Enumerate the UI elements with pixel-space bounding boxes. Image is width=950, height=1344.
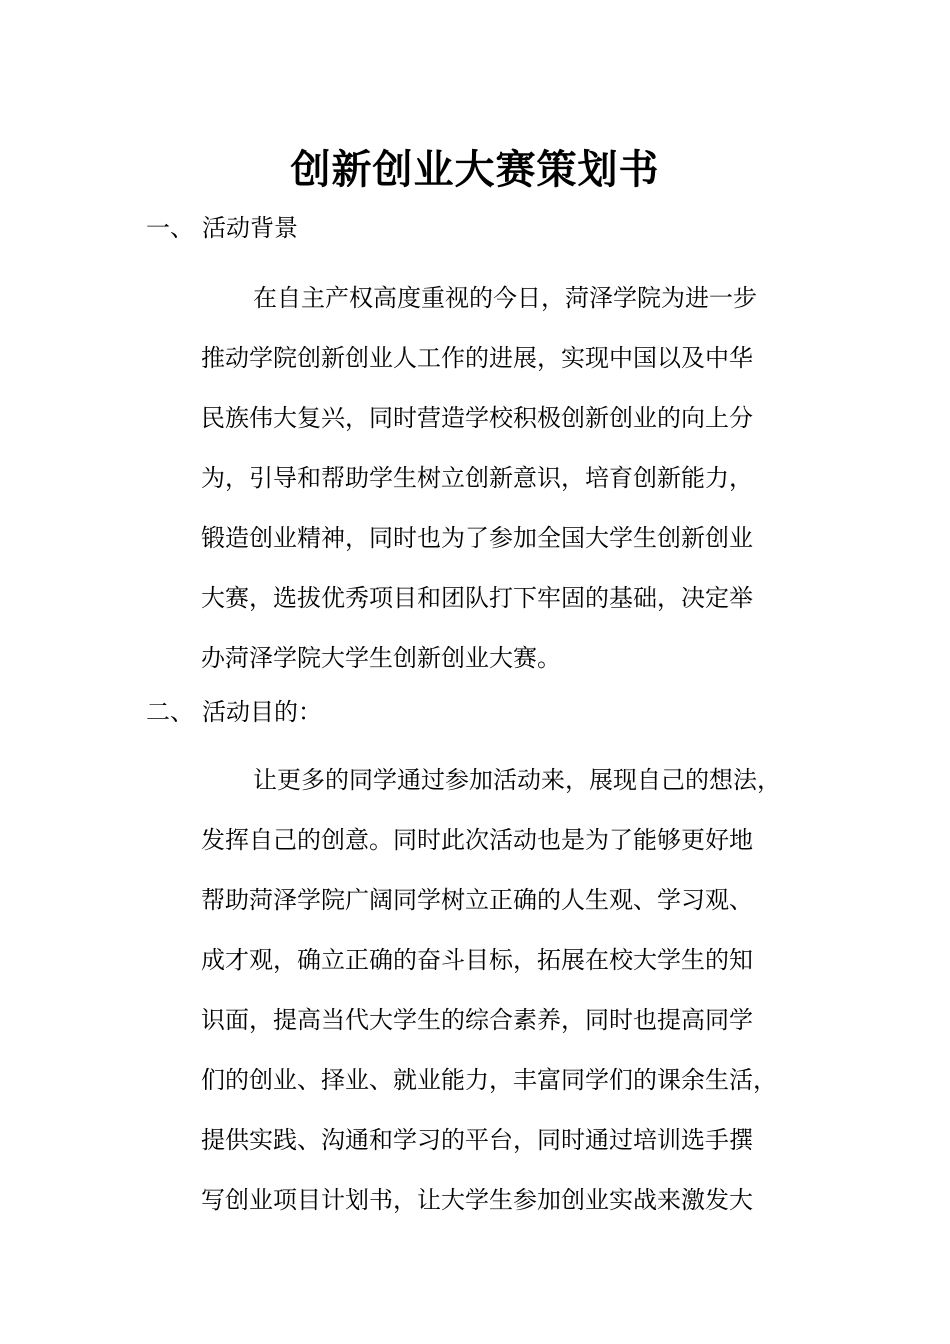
paragraph-line: 写创业项目计划书，让大学生参加创业实战来激发大 xyxy=(201,1186,753,1214)
paragraph-line: 办菏泽学院大学生创新创业大赛。 xyxy=(201,644,561,672)
paragraph-line: 民族伟大复兴，同时营造学校积极创新创业的向上分 xyxy=(201,404,753,432)
paragraph-line: 为，引导和帮助学生树立创新意识，培育创新能力， xyxy=(201,464,753,492)
paragraph-line: 成才观，确立正确的奋斗目标，拓展在校大学生的知 xyxy=(201,946,753,974)
document-title: 创新创业大赛策划书 xyxy=(290,146,660,193)
paragraph-line: 锻造创业精神，同时也为了参加全国大学生创新创业 xyxy=(201,524,753,552)
paragraph-line: 大赛，选拔优秀项目和团队打下牢固的基础，决定举 xyxy=(201,584,753,612)
paragraph-line: 推动学院创新创业人工作的进展，实现中国以及中华 xyxy=(201,344,753,372)
paragraph-line: 在自主产权高度重视的今日，菏泽学院为进一步 xyxy=(253,284,757,312)
paragraph-line: 提供实践、沟通和学习的平台，同时通过培训选手撰 xyxy=(201,1126,753,1154)
paragraph-line: 让更多的同学通过参加活动来，展现自己的想法， xyxy=(253,766,781,794)
paragraph-purpose xyxy=(201,750,841,1230)
paragraph-line: 发挥自己的创意。同时此次活动也是为了能够更好地 xyxy=(201,826,753,854)
section-number: 一、 xyxy=(146,214,194,242)
paragraph-line: 识面，提高当代大学生的综合素养，同时也提高同学 xyxy=(201,1006,753,1034)
section-heading-purpose xyxy=(146,692,322,732)
paragraph-line: 帮助菏泽学院广阔同学树立正确的人生观、学习观、 xyxy=(201,886,753,914)
section-number: 二、 xyxy=(146,698,194,726)
section-title: 活动目的： xyxy=(202,698,322,726)
paragraph-line: 们的创业、择业、就业能力，丰富同学们的课余生活， xyxy=(201,1066,777,1094)
paragraph-background xyxy=(201,268,841,688)
section-heading-background xyxy=(146,208,298,248)
section-title: 活动背景 xyxy=(202,214,298,242)
